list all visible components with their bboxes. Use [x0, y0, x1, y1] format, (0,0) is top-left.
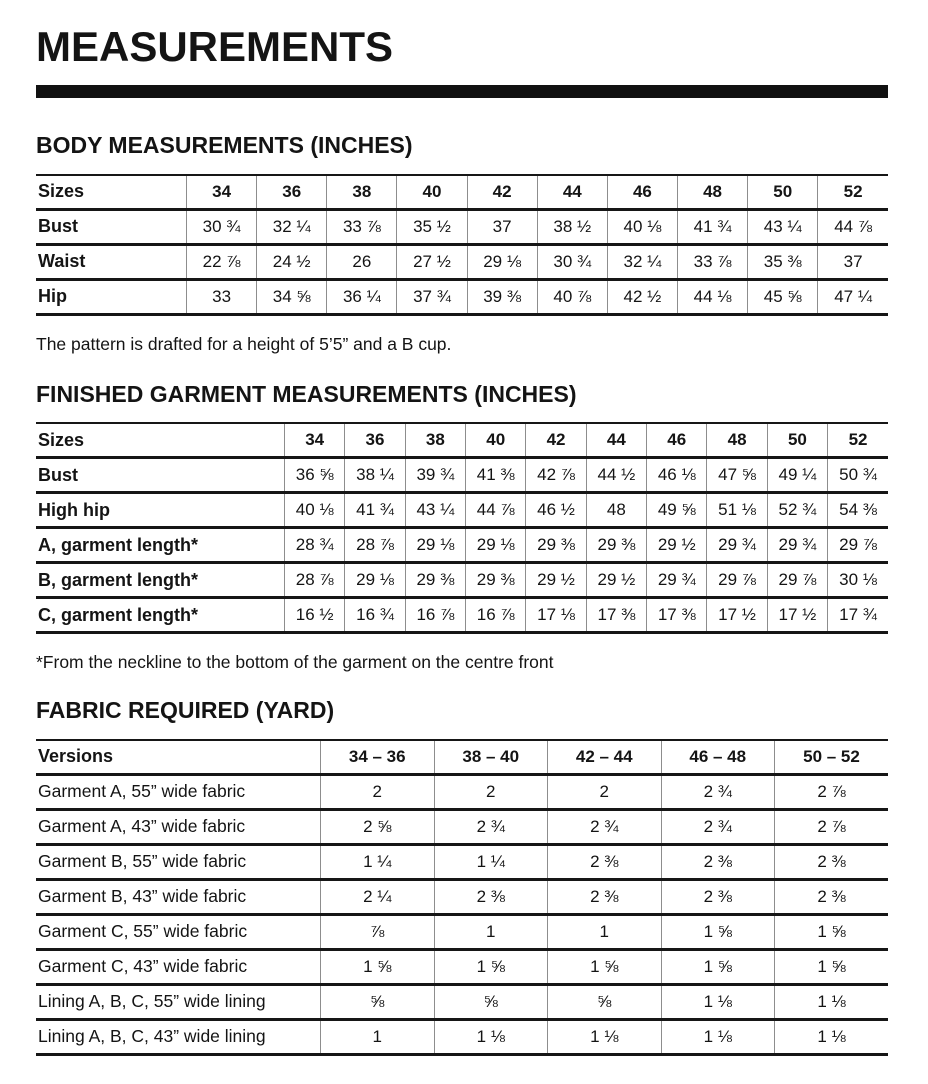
- table-cell: 44 ⅞: [466, 493, 526, 528]
- section-heading-fabric-required: FABRIC REQUIRED (YARD): [36, 697, 335, 724]
- table-cell: 2 ⅜: [548, 844, 662, 879]
- table-cell: 16 ⅞: [405, 598, 465, 633]
- table-row: [36, 984, 888, 1019]
- title-rule: [36, 85, 888, 98]
- table-cell: 30 ⅛: [828, 563, 888, 598]
- row-label: Garment B, 43” wide fabric: [38, 886, 247, 907]
- header-row: [36, 423, 888, 458]
- table-cell: 16 ⅞: [466, 598, 526, 633]
- table-cell: 32 ¼: [257, 209, 327, 244]
- table-cell: 2 ¾: [661, 774, 775, 809]
- row-label: A, garment length*: [38, 534, 199, 555]
- column-header: 46: [647, 423, 707, 458]
- row-label: Bust: [38, 216, 78, 237]
- table-cell: 17 ½: [767, 598, 827, 633]
- table-row: [36, 279, 888, 314]
- table-cell: 1: [434, 914, 548, 949]
- table-cell: 1 ⅛: [775, 1019, 889, 1054]
- column-header: 48: [707, 423, 767, 458]
- table-row: [36, 844, 888, 879]
- table-cell: 39 ¾: [405, 458, 465, 493]
- table-cell: 16 ¾: [345, 598, 405, 633]
- table-cell: 42 ½: [607, 279, 677, 314]
- table-row: [36, 1019, 888, 1054]
- table-cell: 29 ⅞: [707, 563, 767, 598]
- table-cell: 47 ¼: [818, 279, 888, 314]
- table-cell: 2 ⅜: [775, 879, 889, 914]
- header-label: Sizes: [38, 181, 85, 202]
- row-label: Lining A, B, C, 43” wide lining: [38, 1026, 266, 1047]
- row-label: Bust: [38, 464, 78, 485]
- table-cell: 1 ⅝: [548, 949, 662, 984]
- table-cell: 37 ¾: [397, 279, 467, 314]
- column-header: 42: [467, 175, 537, 210]
- column-header: 38 – 40: [434, 740, 548, 775]
- column-header: 38: [405, 423, 465, 458]
- section-heading-finished-garment: FINISHED GARMENT MEASUREMENTS (INCHES): [36, 380, 577, 407]
- table-cell: 33: [187, 279, 257, 314]
- column-header: 52: [818, 175, 888, 210]
- table-cell: 32 ¼: [607, 244, 677, 279]
- table-cell: 2 ⅜: [548, 879, 662, 914]
- table-cell: ⅝: [321, 984, 435, 1019]
- table-cell: 52 ¾: [767, 493, 827, 528]
- section-heading-body-measurements: BODY MEASUREMENTS (INCHES): [36, 132, 413, 159]
- table-cell: ⅝: [548, 984, 662, 1019]
- table-cell: 1 ⅝: [434, 949, 548, 984]
- column-header: 42 – 44: [548, 740, 662, 775]
- table-cell: 28 ⅞: [345, 528, 405, 563]
- column-header: 40: [466, 423, 526, 458]
- garment-length-footnote: *From the neckline to the bottom of the garment on the centre front: [36, 652, 554, 673]
- table-cell: 29 ⅛: [466, 528, 526, 563]
- row-label: High hip: [38, 499, 110, 520]
- table-cell: 1 ¼: [321, 844, 435, 879]
- table-cell: 2: [434, 774, 548, 809]
- table-cell: 2: [548, 774, 662, 809]
- table-cell: 2 ⅜: [661, 844, 775, 879]
- table-cell: 34 ⅝: [257, 279, 327, 314]
- table-cell: 29 ⅞: [828, 528, 888, 563]
- table-cell: 46 ⅛: [647, 458, 707, 493]
- table-cell: 29 ⅜: [466, 563, 526, 598]
- column-header: 46 – 48: [661, 740, 775, 775]
- table-cell: 1 ¼: [434, 844, 548, 879]
- table-cell: 1 ⅛: [434, 1019, 548, 1054]
- table-cell: 1 ⅝: [321, 949, 435, 984]
- table-cell: 38 ¼: [345, 458, 405, 493]
- row-label: Hip: [38, 286, 67, 307]
- table-cell: 36 ¼: [327, 279, 397, 314]
- table-cell: 2 ¾: [548, 809, 662, 844]
- table-row: [36, 774, 888, 809]
- table-cell: 17 ⅛: [526, 598, 586, 633]
- table-cell: 51 ⅛: [707, 493, 767, 528]
- table-cell: 16 ½: [285, 598, 345, 633]
- table-cell: 29 ¾: [707, 528, 767, 563]
- table-cell: 2 ¾: [434, 809, 548, 844]
- table-cell: 17 ½: [707, 598, 767, 633]
- column-header: 42: [526, 423, 586, 458]
- table-cell: 27 ½: [397, 244, 467, 279]
- table-cell: 41 ¾: [677, 209, 747, 244]
- row-label: B, garment length*: [38, 569, 199, 590]
- row-label: Garment C, 55” wide fabric: [38, 921, 248, 942]
- table-row: [36, 809, 888, 844]
- column-header: 44: [586, 423, 646, 458]
- table-cell: 1 ⅛: [661, 1019, 775, 1054]
- table-cell: 33 ⅞: [677, 244, 747, 279]
- table-cell: 40 ⅛: [285, 493, 345, 528]
- table-cell: 44 ½: [586, 458, 646, 493]
- table-cell: 2 ⅜: [661, 879, 775, 914]
- table-cell: 45 ⅝: [748, 279, 818, 314]
- column-header: 36: [257, 175, 327, 210]
- table-row: [36, 879, 888, 914]
- table-cell: 29 ⅞: [767, 563, 827, 598]
- table-cell: 30 ¾: [187, 209, 257, 244]
- table-cell: 30 ¾: [537, 244, 607, 279]
- table-cell: 26: [327, 244, 397, 279]
- table-cell: 2 ⅝: [321, 809, 435, 844]
- table-cell: 28 ⅞: [285, 563, 345, 598]
- row-label: Garment B, 55” wide fabric: [38, 851, 247, 872]
- table-cell: 33 ⅞: [327, 209, 397, 244]
- table-cell: 41 ¾: [345, 493, 405, 528]
- row-label: Lining A, B, C, 55” wide lining: [38, 991, 266, 1012]
- table-cell: 17 ⅜: [586, 598, 646, 633]
- table-row: [36, 914, 888, 949]
- table-cell: 29 ⅜: [586, 528, 646, 563]
- column-header: 48: [677, 175, 747, 210]
- table-cell: 49 ¼: [767, 458, 827, 493]
- page-title: MEASUREMENTS: [36, 23, 394, 70]
- table-cell: 35 ½: [397, 209, 467, 244]
- table-cell: 29 ⅜: [405, 563, 465, 598]
- table-cell: 29 ½: [647, 528, 707, 563]
- column-header: 34: [187, 175, 257, 210]
- table-cell: 1 ⅛: [548, 1019, 662, 1054]
- table-cell: 2 ¼: [321, 879, 435, 914]
- table-cell: 39 ⅜: [467, 279, 537, 314]
- table-cell: 1 ⅝: [661, 914, 775, 949]
- table-cell: 42 ⅞: [526, 458, 586, 493]
- table-cell: 29 ⅛: [345, 563, 405, 598]
- table-cell: 48: [586, 493, 646, 528]
- table-cell: 46 ½: [526, 493, 586, 528]
- table-cell: 2 ⅜: [434, 879, 548, 914]
- table-cell: 1 ⅝: [661, 949, 775, 984]
- row-label: C, garment length*: [38, 604, 199, 625]
- table-cell: 2 ⅞: [775, 809, 889, 844]
- table-cell: 17 ¾: [828, 598, 888, 633]
- table-cell: 50 ¾: [828, 458, 888, 493]
- table-cell: 44 ⅞: [818, 209, 888, 244]
- column-header: 44: [537, 175, 607, 210]
- table-cell: 37: [467, 209, 537, 244]
- table-cell: 40 ⅞: [537, 279, 607, 314]
- table-cell: 1 ⅛: [775, 984, 889, 1019]
- row-label: Garment A, 55” wide fabric: [38, 781, 246, 802]
- column-header: 40: [397, 175, 467, 210]
- table-row: [36, 493, 888, 528]
- column-header: 46: [607, 175, 677, 210]
- fabric-required-table: [36, 739, 888, 1056]
- table-cell: 1 ⅛: [661, 984, 775, 1019]
- table-cell: 35 ⅜: [748, 244, 818, 279]
- header-label: Sizes: [38, 429, 85, 450]
- table-row: [36, 244, 888, 279]
- column-header: 36: [345, 423, 405, 458]
- table-cell: 2 ¾: [661, 809, 775, 844]
- column-header: 50 – 52: [775, 740, 889, 775]
- body-measurements-table: [36, 174, 888, 316]
- table-cell: 29 ¾: [767, 528, 827, 563]
- header-label: Versions: [38, 746, 114, 767]
- header-row: [36, 175, 888, 210]
- table-cell: 28 ¾: [285, 528, 345, 563]
- table-cell: 29 ⅜: [526, 528, 586, 563]
- header-row: [36, 740, 888, 775]
- table-cell: 2: [321, 774, 435, 809]
- table-cell: 49 ⅝: [647, 493, 707, 528]
- table-cell: 17 ⅜: [647, 598, 707, 633]
- column-header: 52: [828, 423, 888, 458]
- table-cell: 47 ⅝: [707, 458, 767, 493]
- table-cell: 29 ½: [526, 563, 586, 598]
- table-cell: 44 ⅛: [677, 279, 747, 314]
- table-cell: 29 ½: [586, 563, 646, 598]
- table-cell: 24 ½: [257, 244, 327, 279]
- table-cell: 43 ¼: [748, 209, 818, 244]
- table-cell: 1 ⅝: [775, 914, 889, 949]
- column-header: 34: [285, 423, 345, 458]
- table-cell: 54 ⅜: [828, 493, 888, 528]
- table-cell: 2 ⅞: [775, 774, 889, 809]
- table-cell: ⅞: [321, 914, 435, 949]
- table-row: [36, 458, 888, 493]
- table-cell: 36 ⅝: [285, 458, 345, 493]
- table-row: [36, 209, 888, 244]
- table-cell: 1: [321, 1019, 435, 1054]
- column-header: 50: [748, 175, 818, 210]
- table-cell: 38 ½: [537, 209, 607, 244]
- height-cup-note: The pattern is drafted for a height of 5’5” and a B cup.: [36, 333, 452, 354]
- table-row: [36, 949, 888, 984]
- table-cell: 22 ⅞: [187, 244, 257, 279]
- table-cell: 40 ⅛: [607, 209, 677, 244]
- row-label: Garment C, 43” wide fabric: [38, 956, 248, 977]
- column-header: 38: [327, 175, 397, 210]
- table-cell: 1: [548, 914, 662, 949]
- table-cell: 29 ¾: [647, 563, 707, 598]
- table-cell: 29 ⅛: [405, 528, 465, 563]
- column-header: 34 – 36: [321, 740, 435, 775]
- table-row: [36, 563, 888, 598]
- table-cell: ⅝: [434, 984, 548, 1019]
- table-cell: 2 ⅜: [775, 844, 889, 879]
- finished-garment-table: [36, 422, 888, 634]
- row-label: Garment A, 43” wide fabric: [38, 816, 246, 837]
- table-row: [36, 598, 888, 633]
- table-cell: 1 ⅝: [775, 949, 889, 984]
- table-cell: 37: [818, 244, 888, 279]
- row-label: Waist: [38, 251, 86, 272]
- table-cell: 29 ⅛: [467, 244, 537, 279]
- table-row: [36, 528, 888, 563]
- column-header: 50: [767, 423, 827, 458]
- table-cell: 43 ¼: [405, 493, 465, 528]
- table-cell: 41 ⅜: [466, 458, 526, 493]
